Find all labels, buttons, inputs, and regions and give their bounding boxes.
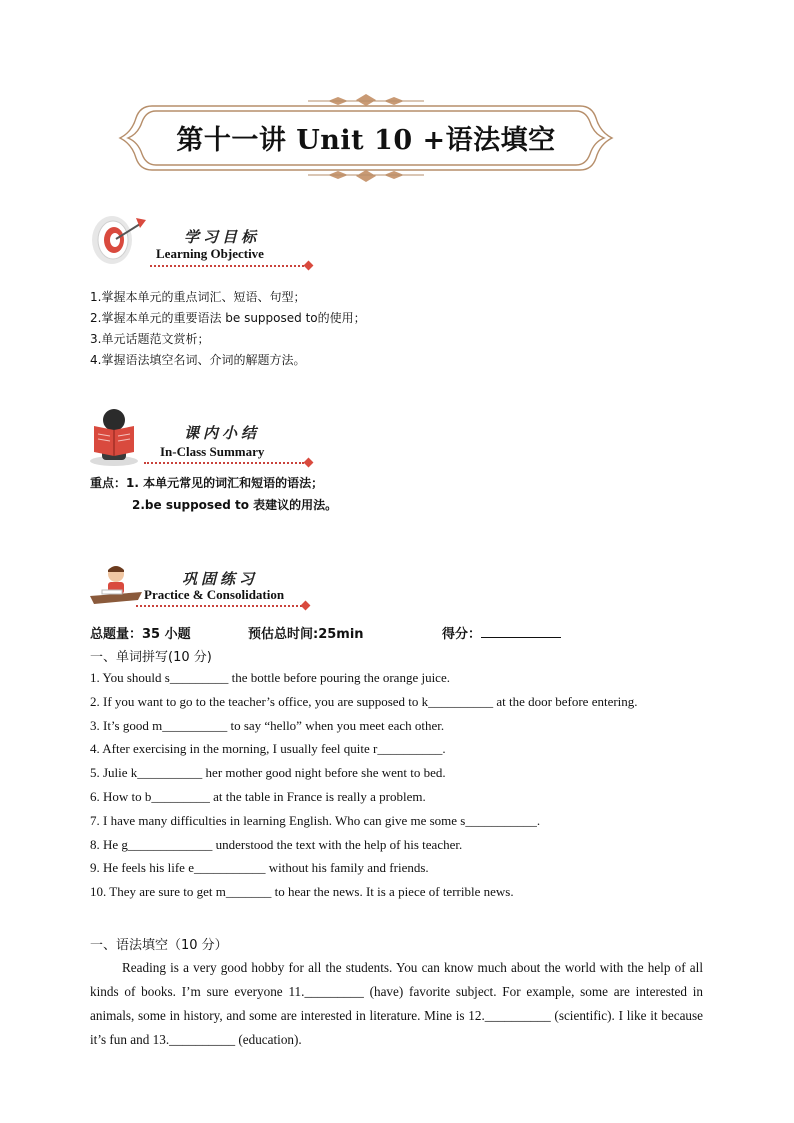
- summary-line: 2.be supposed to 表建议的用法。: [132, 498, 338, 512]
- section-title-cn: 课内小结: [184, 424, 261, 442]
- question-item: 2. If you want to go to the teacher’s office, you are supposed to k__________ at the door before entering.: [90, 693, 638, 709]
- objective-item: 2.掌握本单元的重要语法 be supposed to的使用；: [90, 311, 366, 325]
- objective-item: 1.掌握本单元的重点词汇、短语、句型；: [90, 290, 306, 304]
- reading-book-icon: [88, 406, 144, 468]
- spelling-questions: [90, 670, 638, 908]
- dotted-underline: [136, 605, 302, 607]
- score-field[interactable]: [481, 623, 561, 638]
- objective-item: 3.单元话题范文赏析；: [90, 332, 210, 346]
- question-item: 7. I have many difficulties in learning English. Who can give me some s___________.: [90, 812, 541, 828]
- section-header-objective: [88, 206, 328, 276]
- part1-title: 一、单词拼写(10 分): [90, 650, 212, 665]
- objective-item: 4.掌握语法填空名词、介词的解题方法。: [90, 353, 306, 367]
- section-header-summary: [88, 406, 328, 476]
- objectives-list: [90, 287, 366, 371]
- section-title-en: Learning Objective: [156, 246, 264, 261]
- section-title-cn: 学习目标: [184, 228, 261, 246]
- question-item: 9. He feels his life e___________ without his family and friends.: [90, 860, 429, 876]
- question-item: 6. How to b_________ at the table in France is really a problem.: [90, 788, 426, 804]
- page-title: 第十一讲 Unit 10 +语法填空: [176, 125, 556, 156]
- diamond-icon: [304, 458, 314, 468]
- score-label: 得分：: [442, 627, 482, 642]
- passage-paragraph: Reading is a very good hobby for all the students. You can know much about the world with the help of all kinds of books. I’m sure everyone 11._________ (have) favorite subject. For example, some are interested in animals, some in history, and some are interested in literature. Mine is 12.__________ (scientific). I like it because it’s fun and 13.__________ (education).: [90, 960, 703, 1047]
- section-header-practice: [88, 562, 328, 632]
- section-title-en: In-Class Summary: [160, 444, 265, 459]
- estimated-time: 预估总时间:25min: [248, 627, 364, 642]
- stats-row: [90, 623, 610, 643]
- dotted-underline: [144, 462, 304, 464]
- summary-block: [90, 472, 337, 516]
- total-questions: 总题量：35 小题: [90, 627, 191, 642]
- question-item: 1. You should s_________ the bottle before pouring the orange juice.: [90, 670, 450, 685]
- dotted-underline: [150, 265, 304, 267]
- title-banner: [112, 92, 620, 184]
- diamond-icon: [301, 601, 311, 611]
- target-icon: [88, 206, 148, 268]
- question-item: 8. He g_____________ understood the text with the help of his teacher.: [90, 836, 463, 852]
- section-title-cn: 巩固练习: [182, 570, 259, 588]
- summary-line: 重点：1. 本单元常见的词汇和短语的语法；: [90, 476, 324, 490]
- part2-title: 一、语法填空（10 分）: [90, 938, 228, 953]
- question-item: 10. They are sure to get m_______ to hear the news. It is a piece of terrible news.: [90, 884, 514, 900]
- grammar-passage: [90, 956, 703, 1052]
- section-title-en: Practice & Consolidation: [144, 587, 285, 602]
- question-item: 3. It’s good m__________ to say “hello” when you meet each other.: [90, 717, 445, 733]
- question-item: 5. Julie k__________ her mother good night before she went to bed.: [90, 765, 446, 781]
- question-item: 4. After exercising in the morning, I usually feel quite r__________.: [90, 741, 446, 757]
- diamond-icon: [304, 261, 314, 271]
